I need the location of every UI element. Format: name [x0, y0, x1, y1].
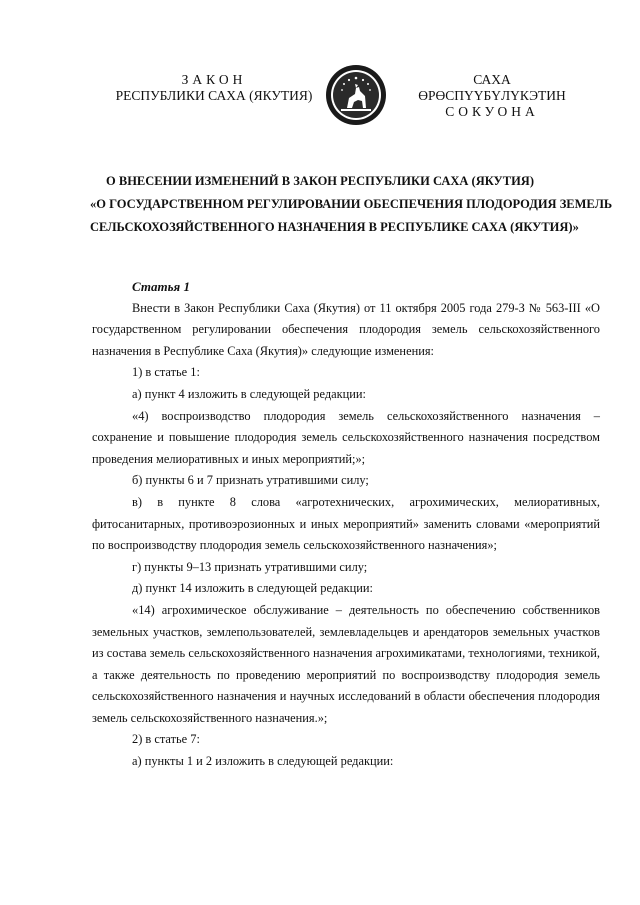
coat-of-arms-icon [325, 64, 387, 126]
document-title [90, 170, 613, 239]
item-1c: в) в пункте 8 слова «агротехнических, агрохимических, мелиоративных, фитосанитарных, противоэрозионных и иных мероприятий» заменить словами «мероприятий по воспроизводству плодородия земель сельскохозяйственного назначения»; [92, 494, 600, 553]
law-label: ЗАКОН [181, 72, 247, 87]
item-2: 2) в статье 7: [132, 732, 200, 747]
item-2a: а) пункты 1 и 2 изложить в следующей редакции: [132, 754, 394, 769]
title-line-1: О ВНЕСЕНИИ ИЗМЕНЕНИЙ В ЗАКОН РЕСПУБЛИКИ САХА (ЯКУТИЯ) [106, 174, 534, 188]
item-1e: д) пункт 14 изложить в следующей редакции: [132, 581, 373, 596]
law-label-yakut: СОКУОНА [445, 104, 539, 119]
document-body [92, 276, 600, 773]
header-left [108, 72, 320, 104]
republic-name: РЕСПУБЛИКИ САХА (ЯКУТИЯ) [115, 88, 313, 103]
item-1b: б) пункты 6 и 7 признать утратившими силу; [132, 473, 369, 488]
item-1e-text: «14) агрохимическое обслуживание – деятельность по обеспечению собственников земельных участков, землепользователей, землевладельцев и арендаторов земельных участков из состава земель сельскохозяйственного назначения агрохимикатами, технологиями, техникой, а также деятельность по проведению мероприятий по воспроизводству плодородия земель сельскохозяйственного назначения и научных исследований в области обеспечения плодородия земель сельскохозяйственного назначения.»; [92, 602, 600, 725]
article-intro: Внести в Закон Республики Саха (Якутия) от 11 октября 2005 года 279-З № 563-III «О государственном регулировании обеспечения плодородия земель сельскохозяйственного назначения в Республике Саха (Якутия)» следующие изменения: [92, 300, 600, 358]
item-1: 1) в статье 1: [132, 365, 200, 380]
header-right [398, 72, 586, 120]
title-line-3: СЕЛЬСКОХОЗЯЙСТВЕННОГО НАЗНАЧЕНИЯ В РЕСПУБЛИКЕ САХА (ЯКУТИЯ)» [90, 220, 579, 234]
item-1d: г) пункты 9–13 признать утратившими силу; [132, 559, 368, 574]
article-heading: Статья 1 [132, 279, 190, 294]
republic-name-yakut: САХА ӨРӨСПҮҮБҮЛҮКЭТИН [418, 72, 566, 103]
title-line-2: «О ГОСУДАРСТВЕННОМ РЕГУЛИРОВАНИИ ОБЕСПЕЧЕНИЯ ПЛОДОРОДИЯ ЗЕМЕЛЬ [90, 197, 613, 211]
item-1a: а) пункт 4 изложить в следующей редакции: [132, 386, 366, 401]
item-1a-text: «4) воспроизводство плодородия земель сельскохозяйственного назначения – сохранение и повышение плодородия земель сельскохозяйственного назначения посредством проведения мелиоративных и иных мероприятий;»; [92, 408, 600, 466]
